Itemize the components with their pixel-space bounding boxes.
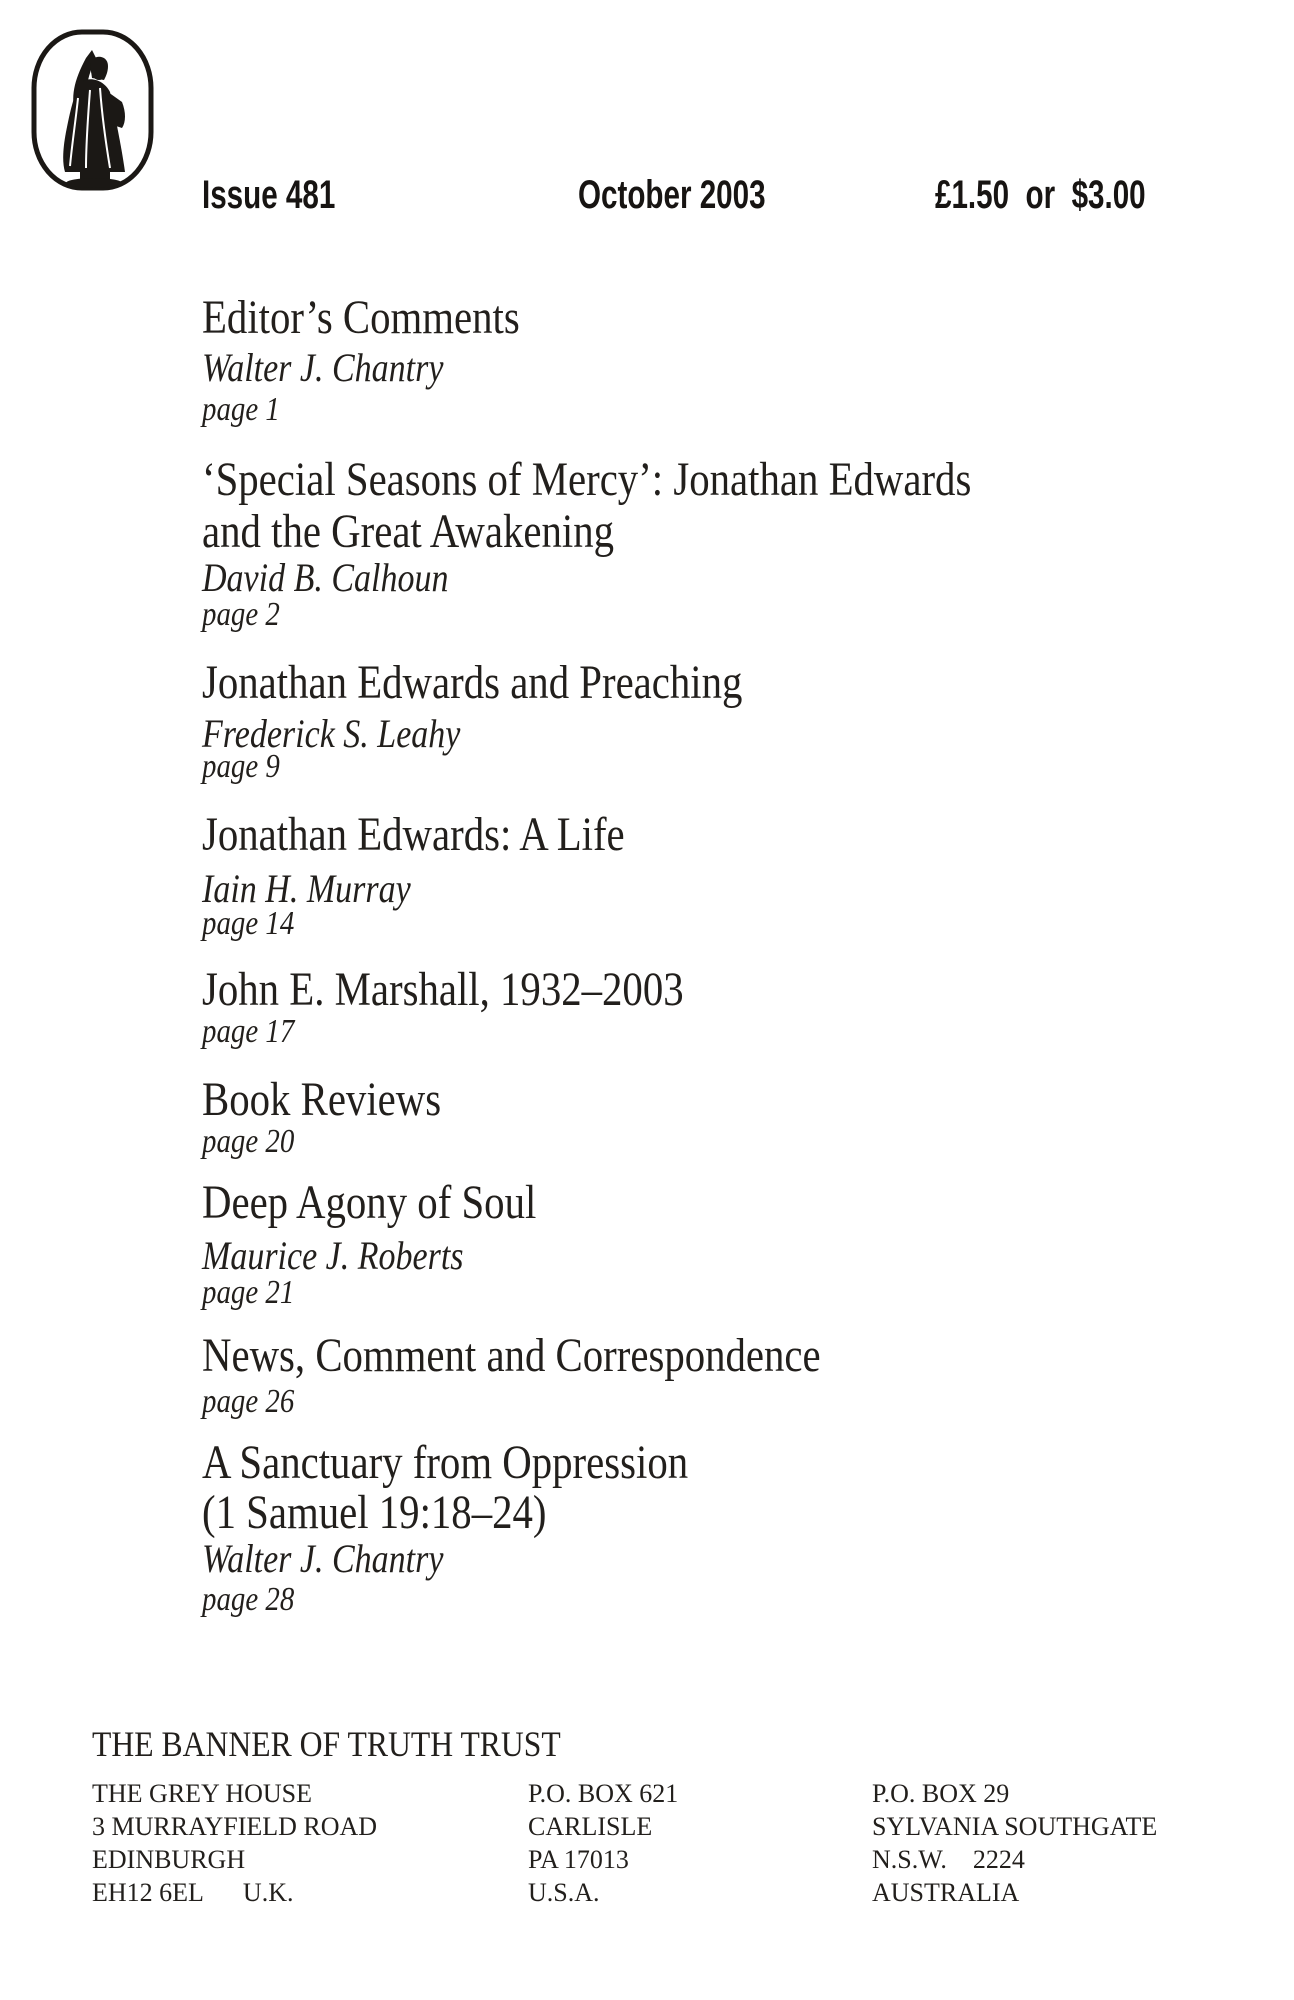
address-line: EH12 6EL U.K. [92,1878,294,1907]
toc-entry-author: Maurice J. Roberts [202,1233,464,1278]
toc-entry-title-line: Book Reviews [202,1073,442,1126]
publisher-address-australia [872,1777,1157,1909]
toc-entry-title-line: A Sanctuary from Oppression [202,1436,689,1489]
toc-entry-author: Walter J. Chantry [202,345,444,390]
address-line: P.O. BOX 29 [872,1779,1010,1808]
address-line: CARLISLE [528,1812,653,1841]
toc-entry-author: Walter J. Chantry [202,1536,444,1581]
toc-entry-title-line: Jonathan Edwards: A Life [202,808,625,861]
publisher-name: THE BANNER OF TRUTH TRUST [92,1724,561,1764]
toc-entry-page: page 9 [202,748,280,785]
toc-entry-page: page 1 [202,391,280,428]
toc-entry-author: Iain H. Murray [202,866,411,911]
toc-entry-title-line: Editor’s Comments [202,291,520,344]
address-line: EDINBURGH [92,1845,246,1874]
address-line: THE GREY HOUSE [92,1779,313,1808]
publisher-address-uk [92,1777,377,1909]
toc-entry-author: David B. Calhoun [202,555,449,600]
toc-entry-author: Frederick S. Leahy [202,711,461,756]
toc-entry-page: page 17 [202,1013,295,1050]
toc-entry-page: page 21 [202,1274,295,1311]
toc-entry-title-line: Jonathan Edwards and Preaching [202,656,743,709]
address-line: U.S.A. [528,1878,600,1907]
toc-entry-title-line: Deep Agony of Soul [202,1176,537,1229]
address-line: N.S.W. 2224 [872,1845,1025,1874]
toc-entry-title-line: News, Comment and Correspondence [202,1329,821,1382]
issue-number: Issue 481 [202,173,336,217]
issue-price: £1.50 or $3.00 [935,173,1146,217]
publisher-address-usa [528,1777,678,1909]
toc-entry-page: page 2 [202,596,280,633]
toc-entry-title-line: (1 Samuel 19:18–24) [202,1486,547,1539]
address-line: AUSTRALIA [872,1878,1020,1907]
toc-entry-title-line: John E. Marshall, 1932–2003 [202,963,684,1016]
issue-date: October 2003 [578,173,766,217]
toc-entry-page: page 20 [202,1123,295,1160]
address-line: P.O. BOX 621 [528,1779,679,1808]
toc-entry-page: page 28 [202,1581,295,1618]
address-line: 3 MURRAYFIELD ROAD [92,1812,378,1841]
address-line: SYLVANIA SOUTHGATE [872,1812,1158,1841]
preacher-logo-icon [30,28,155,192]
toc-entry-title-line: and the Great Awakening [202,505,615,558]
address-line: PA 17013 [528,1845,629,1874]
toc-entry-page: page 14 [202,905,295,942]
toc-entry-title-line: ‘Special Seasons of Mercy’: Jonathan Edwards [202,453,972,506]
toc-entry-page: page 26 [202,1383,295,1420]
